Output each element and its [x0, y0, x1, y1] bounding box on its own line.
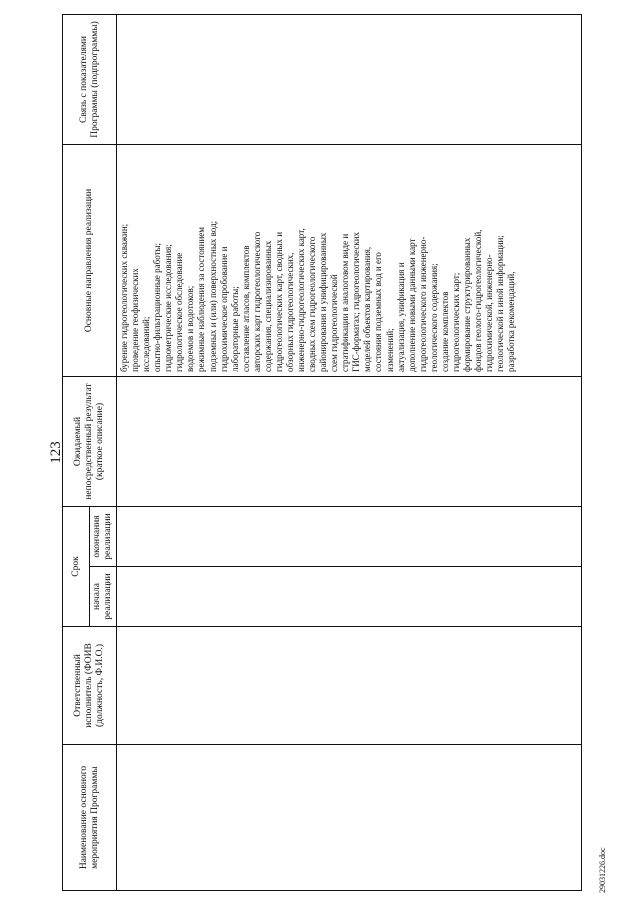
- direction-line: подземных и (или) поверхностных вод;: [207, 220, 218, 372]
- direction-line: гидрохимическое опробование и: [218, 246, 229, 372]
- header-link: Связь с показателями Программы (подпрограммы): [63, 14, 117, 144]
- direction-line: геологической и иной информации;: [495, 235, 506, 372]
- cell-term-end: [117, 506, 582, 566]
- cell-executor: [117, 627, 582, 745]
- cell-link: [117, 14, 582, 144]
- direction-line: состояния подземных вод и его: [373, 252, 384, 372]
- cell-directions: [117, 144, 582, 376]
- direction-line: гидрогеологических карт, сводных и: [273, 231, 284, 372]
- direction-line: ГИС-форматах; гидрогеологических: [351, 231, 362, 372]
- direction-line: сводных схем гидрогеологического: [307, 236, 318, 372]
- direction-line: схем гидрогеологической: [329, 274, 340, 372]
- direction-line: гидрохимической, инженерно-: [484, 254, 495, 372]
- header-term-end: окончания реализации: [90, 506, 117, 566]
- header-term: Срок: [63, 506, 90, 626]
- directions-list: [119, 149, 517, 372]
- direction-line: гидрогеологических карт;: [450, 272, 461, 372]
- direction-line: изменений;: [384, 328, 395, 372]
- direction-line: дополнение новыми данными карт: [406, 238, 417, 372]
- page-number: 123: [48, 441, 64, 464]
- direction-line: стратификации в аналоговом виде и: [340, 233, 351, 372]
- direction-line: моделей объектов картирования,: [362, 246, 373, 372]
- program-table: [62, 14, 582, 891]
- direction-line: бурение гидрогеологических скважин;: [119, 223, 129, 372]
- direction-line: гидрометрические исследования;: [163, 244, 174, 372]
- direction-line: гидрологическое обследование: [174, 252, 185, 372]
- direction-line: геологического содержания;: [428, 263, 439, 372]
- direction-line: составление атласов, комплектов: [240, 245, 251, 372]
- header-directions: Основные направления реализации: [63, 144, 117, 376]
- document-code: 29031226.doc: [598, 847, 607, 893]
- header-expected-result: Ожидаемый непосредственный результат (краткое описание): [63, 376, 117, 506]
- direction-line: содержания, специализированных: [262, 240, 273, 372]
- direction-line: разработка рекомендаций,: [506, 271, 517, 372]
- direction-line: гидрогеологического и инженерно-: [417, 236, 428, 372]
- header-term-start: начала реализации: [90, 567, 117, 627]
- direction-line: создание комплектов: [439, 291, 450, 372]
- table-row: [117, 14, 582, 890]
- direction-line: актуализация, унификация и: [395, 262, 406, 372]
- header-executor: Ответственный исполнитель (ФОИВ (должность, Ф.И.О.): [63, 627, 117, 745]
- direction-line: опытно-фильтрационные работы;: [152, 242, 163, 372]
- direction-line: авторских карт гидрогеологического: [251, 231, 262, 372]
- direction-line: лабораторные работы;: [229, 286, 240, 372]
- direction-line: режимные наблюдения за состоянием: [196, 227, 207, 372]
- direction-line: обзорных гидрогеологических,: [284, 252, 295, 372]
- direction-line: формирование структурированных: [461, 237, 472, 372]
- cell-expected-result: [117, 376, 582, 506]
- direction-line: исследований;: [141, 316, 152, 372]
- header-row: [63, 14, 90, 890]
- direction-line: инженерно-гидрогеологических карт,: [296, 228, 306, 372]
- cell-term-start: [117, 567, 582, 627]
- direction-line: проведение геофизических: [130, 268, 141, 372]
- header-event-name: Наименование основного мероприятия Программы: [63, 745, 117, 891]
- direction-line: районирования и унифицированных: [318, 232, 329, 372]
- direction-line: водоемов и водотоков;: [185, 285, 196, 372]
- cell-event-name: [117, 745, 582, 891]
- direction-line: фондов геолого-гидрогеологической,: [473, 229, 483, 372]
